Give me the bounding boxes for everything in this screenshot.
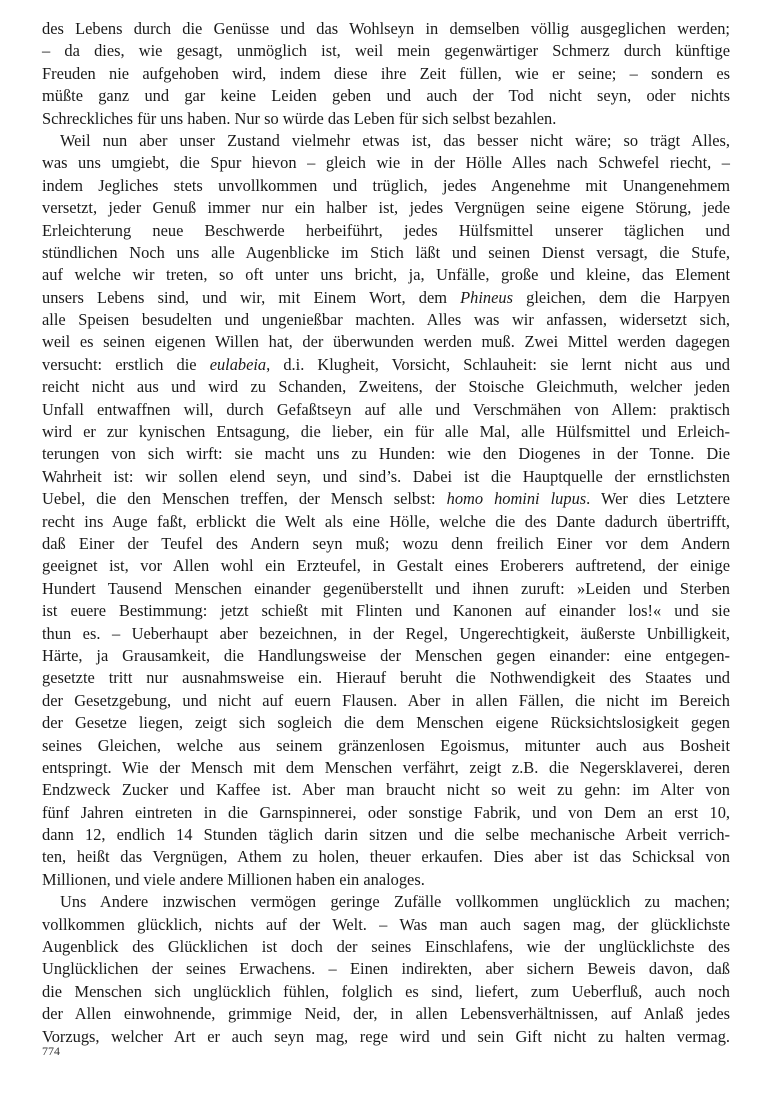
text-line: [42, 175, 730, 197]
text-line: [42, 242, 730, 264]
text-line: [42, 18, 730, 40]
text-line: [42, 331, 730, 353]
text-segment: der Gesetze liegen, zeigt sich sogleich die dem Menschen eigene Rücksichtslosigkeit gegen: [42, 713, 730, 733]
text-line: [42, 399, 730, 421]
text-line: [42, 735, 730, 757]
text-segment: Vorzugs, welcher Art er auch seyn mag, rege wird und sein Gift nicht zu halten vermag.: [42, 1026, 730, 1046]
text-segment: ten, heißt das Vergnügen, Athem zu holen, theuer erkaufen. Dies aber ist das Schicksal von: [42, 847, 730, 867]
text-segment: Millionen, und viele andere Millionen haben ein analoges.: [42, 869, 425, 889]
text-line: [42, 869, 730, 891]
text-line: [42, 264, 730, 286]
text-segment: versetzt, jeder Genuß immer nur ein halber ist, jedes Vergnügen seine eigene Störung, jede: [42, 198, 730, 218]
text-segment: fünf Jahren eintreten in die Garnspinnerei, oder sonstige Fabrik, und von Dem an erst 10,: [42, 802, 730, 822]
text-segment: thun es. – Ueberhaupt aber bezeichnen, in der Regel, Ungerechtigkeit, äußerste Unbilligkeit,: [42, 623, 730, 643]
text-line: [42, 40, 730, 62]
text-line: [42, 757, 730, 779]
text-segment: Unfall entwaffnen will, durch Gefaßtseyn auf alle und Verschmähen von Allem: praktisch: [42, 399, 730, 419]
text-line: [42, 1026, 730, 1048]
text-line: [42, 152, 730, 174]
text-line: [42, 623, 730, 645]
text-segment: gleichen, dem die Harpyen: [512, 287, 730, 307]
page-number: 774: [42, 1044, 60, 1058]
text-segment: weil es seinen eigenen Willen hat, der überwunden werden muß. Zwei Mittel werden dagegen: [42, 332, 730, 352]
text-line: [42, 376, 730, 398]
text-segment: geeignet ist, vor Allen wohl ein Erzteufel, in Gestalt eines Eroberers auftretend, der einige: [42, 556, 730, 576]
italic-term: eulabeia: [209, 354, 267, 374]
text-segment: stündlichen Noch uns alle Augenblicke im Stich läßt und seinen Dienst versagt, die Stufe,: [42, 242, 730, 262]
text-segment: müßte ganz und gar keine Leiden geben und auch der Tod nicht seyn, oder nichts: [42, 86, 730, 106]
text-segment: unsers Lebens sind, und wir, mit Einem Wort, dem: [42, 287, 461, 307]
text-segment: versucht: erstlich die: [42, 354, 210, 374]
text-segment: die Menschen sich unglücklich fühlen, folglich es sind, liefert, zum Ueberfluß, auch noch: [42, 981, 730, 1001]
italic-term: Phineus: [460, 287, 513, 307]
text-segment: alle Speisen besudelten und ungenießbar machten. Alles was wir anfassen, widersetzt sich,: [42, 310, 730, 330]
text-line: [42, 846, 730, 868]
text-line: [42, 600, 730, 622]
text-segment: der Allen einwohnende, grimmige Neid, der, in allen Lebensverhältnissen, auf Anlaß jedes: [42, 1004, 730, 1024]
text-segment: reicht nicht aus und wird zu Schanden, Zweitens, der Stoische Gleichmuth, welcher jeden: [42, 377, 730, 397]
text-line: [42, 533, 730, 555]
text-segment: wird er zur kynischen Entsagung, die lieber, ein für alle Mal, alle Hülfsmittel und Erleich-: [42, 422, 730, 442]
text-line: [42, 667, 730, 689]
page-body-text: [42, 18, 730, 1048]
text-segment: Freuden nie aufgehoben wird, indem diese ihre Zeit füllen, wie er seine; – sondern es: [42, 63, 730, 83]
text-segment: Hundert Tausend Menschen einander gegenüberstellt und ihnen zuruft: »Leiden und Sterben: [42, 578, 730, 598]
text-segment: auf welche wir treten, so oft unter uns bricht, ja, Unfälle, große und kleine, das Element: [42, 265, 730, 285]
text-segment: indem Jegliches stets unvollkommen und trüglich, jedes Angenehme mit Unangenehmem: [42, 175, 730, 195]
text-segment: recht ins Auge faßt, erblickt die Welt als eine Hölle, welche die des Dante dadurch übertrifft,: [42, 511, 730, 531]
text-segment: – da dies, wie gesagt, unmöglich ist, weil mein gegenwärtiger Schmerz durch künftige: [42, 41, 730, 61]
text-line: [42, 130, 730, 152]
text-line: [42, 309, 730, 331]
text-line: [42, 802, 730, 824]
text-segment: Weil nun aber unser Zustand vielmehr etwas ist, das besser nicht wäre; so trägt Alles,: [60, 130, 730, 150]
text-line: [42, 511, 730, 533]
text-line: [42, 914, 730, 936]
text-line: [42, 779, 730, 801]
text-line: [42, 936, 730, 958]
text-line: [42, 958, 730, 980]
text-segment: Härte, ja Grausamkeit, die Handlungsweise der Menschen gegen einander: eine entgegen-: [42, 645, 730, 665]
text-line: [42, 712, 730, 734]
text-line: [42, 220, 730, 242]
text-segment: terungen von sich wirft: sie macht uns zu Hunden: wie den Diogenes in der Tonne. Die: [42, 444, 730, 464]
text-segment: Schreckliches für uns haben. Nur so würde das Leben für sich selbst bezahlen.: [42, 108, 557, 128]
text-segment: Erleichterung neue Beschwerde herbeiführt, jedes Hülfsmittel unserer täglichen und: [42, 220, 730, 240]
text-line: [42, 421, 730, 443]
text-segment: was uns umgiebt, die Spur hievon – gleich wie in der Hölle Alles nach Schwefel riecht, –: [42, 153, 730, 173]
text-line: [42, 824, 730, 846]
text-line: [42, 108, 730, 130]
text-line: [42, 488, 730, 510]
text-line: [42, 891, 730, 913]
italic-term: homo homini lupus: [446, 489, 587, 509]
text-segment: Endzweck Zucker und Kaffee ist. Aber man braucht nicht so weit zu gehn: im Alter von: [42, 780, 730, 800]
text-line: [42, 443, 730, 465]
text-segment: seines Gleichen, welche aus seinem gränzenlosen Egoismus, mitunter auch aus Bosheit: [42, 735, 730, 755]
text-segment: der Gesetzgebung, und nicht auf euern Flausen. Aber in allen Fällen, die nicht im Bereich: [42, 690, 730, 710]
text-line: [42, 287, 730, 309]
text-line: [42, 555, 730, 577]
text-segment: ist euere Bestimmung: jetzt schießt mit Flinten und Kanonen auf einander los!« und sie: [42, 601, 730, 621]
text-segment: Uns Andere inzwischen vermögen geringe Zufälle vollkommen unglücklich zu machen;: [60, 892, 730, 912]
text-line: [42, 645, 730, 667]
text-segment: dann 12, endlich 14 Stunden täglich darin sitzen und die selbe mechanische Arbeit verrich-: [42, 825, 730, 845]
text-segment: Wahrheit ist: wir sollen elend seyn, und sind’s. Dabei ist die Hauptquelle der ernstlichsten: [42, 466, 730, 486]
text-line: [42, 466, 730, 488]
text-segment: vollkommen glücklich, nichts auf der Welt. – Was man auch sagen mag, der glücklichste: [42, 914, 730, 934]
text-segment: des Lebens durch die Genüsse und das Wohlseyn in demselben völlig ausgeglichen werden;: [42, 19, 730, 38]
text-segment: entspringt. Wie der Mensch mit dem Menschen verfährt, zeigt z.B. die Negersklaverei, deren: [42, 757, 730, 777]
text-line: [42, 1003, 730, 1025]
text-segment: gesetzte tritt nur ausnahmsweise ein. Hierauf beruht die Nothwendigkeit des Staates und: [42, 668, 730, 688]
text-line: [42, 578, 730, 600]
text-segment: Uebel, die den Menschen treffen, der Mensch selbst:: [42, 489, 447, 509]
text-segment: daß Einer der Teufel des Andern seyn muß; wozu denn freilich Einer vor dem Andern: [42, 533, 730, 553]
text-segment: , d.i. Klugheit, Vorsicht, Schlauheit: sie lernt nicht aus und: [266, 354, 730, 374]
text-line: [42, 197, 730, 219]
text-line: [42, 981, 730, 1003]
text-line: [42, 63, 730, 85]
text-line: [42, 354, 730, 376]
text-segment: Unglücklichen der seines Erwachens. – Einen indirekten, aber sichern Beweis davon, daß: [42, 959, 730, 979]
text-line: [42, 690, 730, 712]
text-segment: Augenblick des Glücklichen ist doch der seines Einschlafens, wie der unglücklichste des: [42, 937, 730, 957]
text-segment: . Wer dies Letztere: [586, 489, 730, 509]
text-line: [42, 85, 730, 107]
